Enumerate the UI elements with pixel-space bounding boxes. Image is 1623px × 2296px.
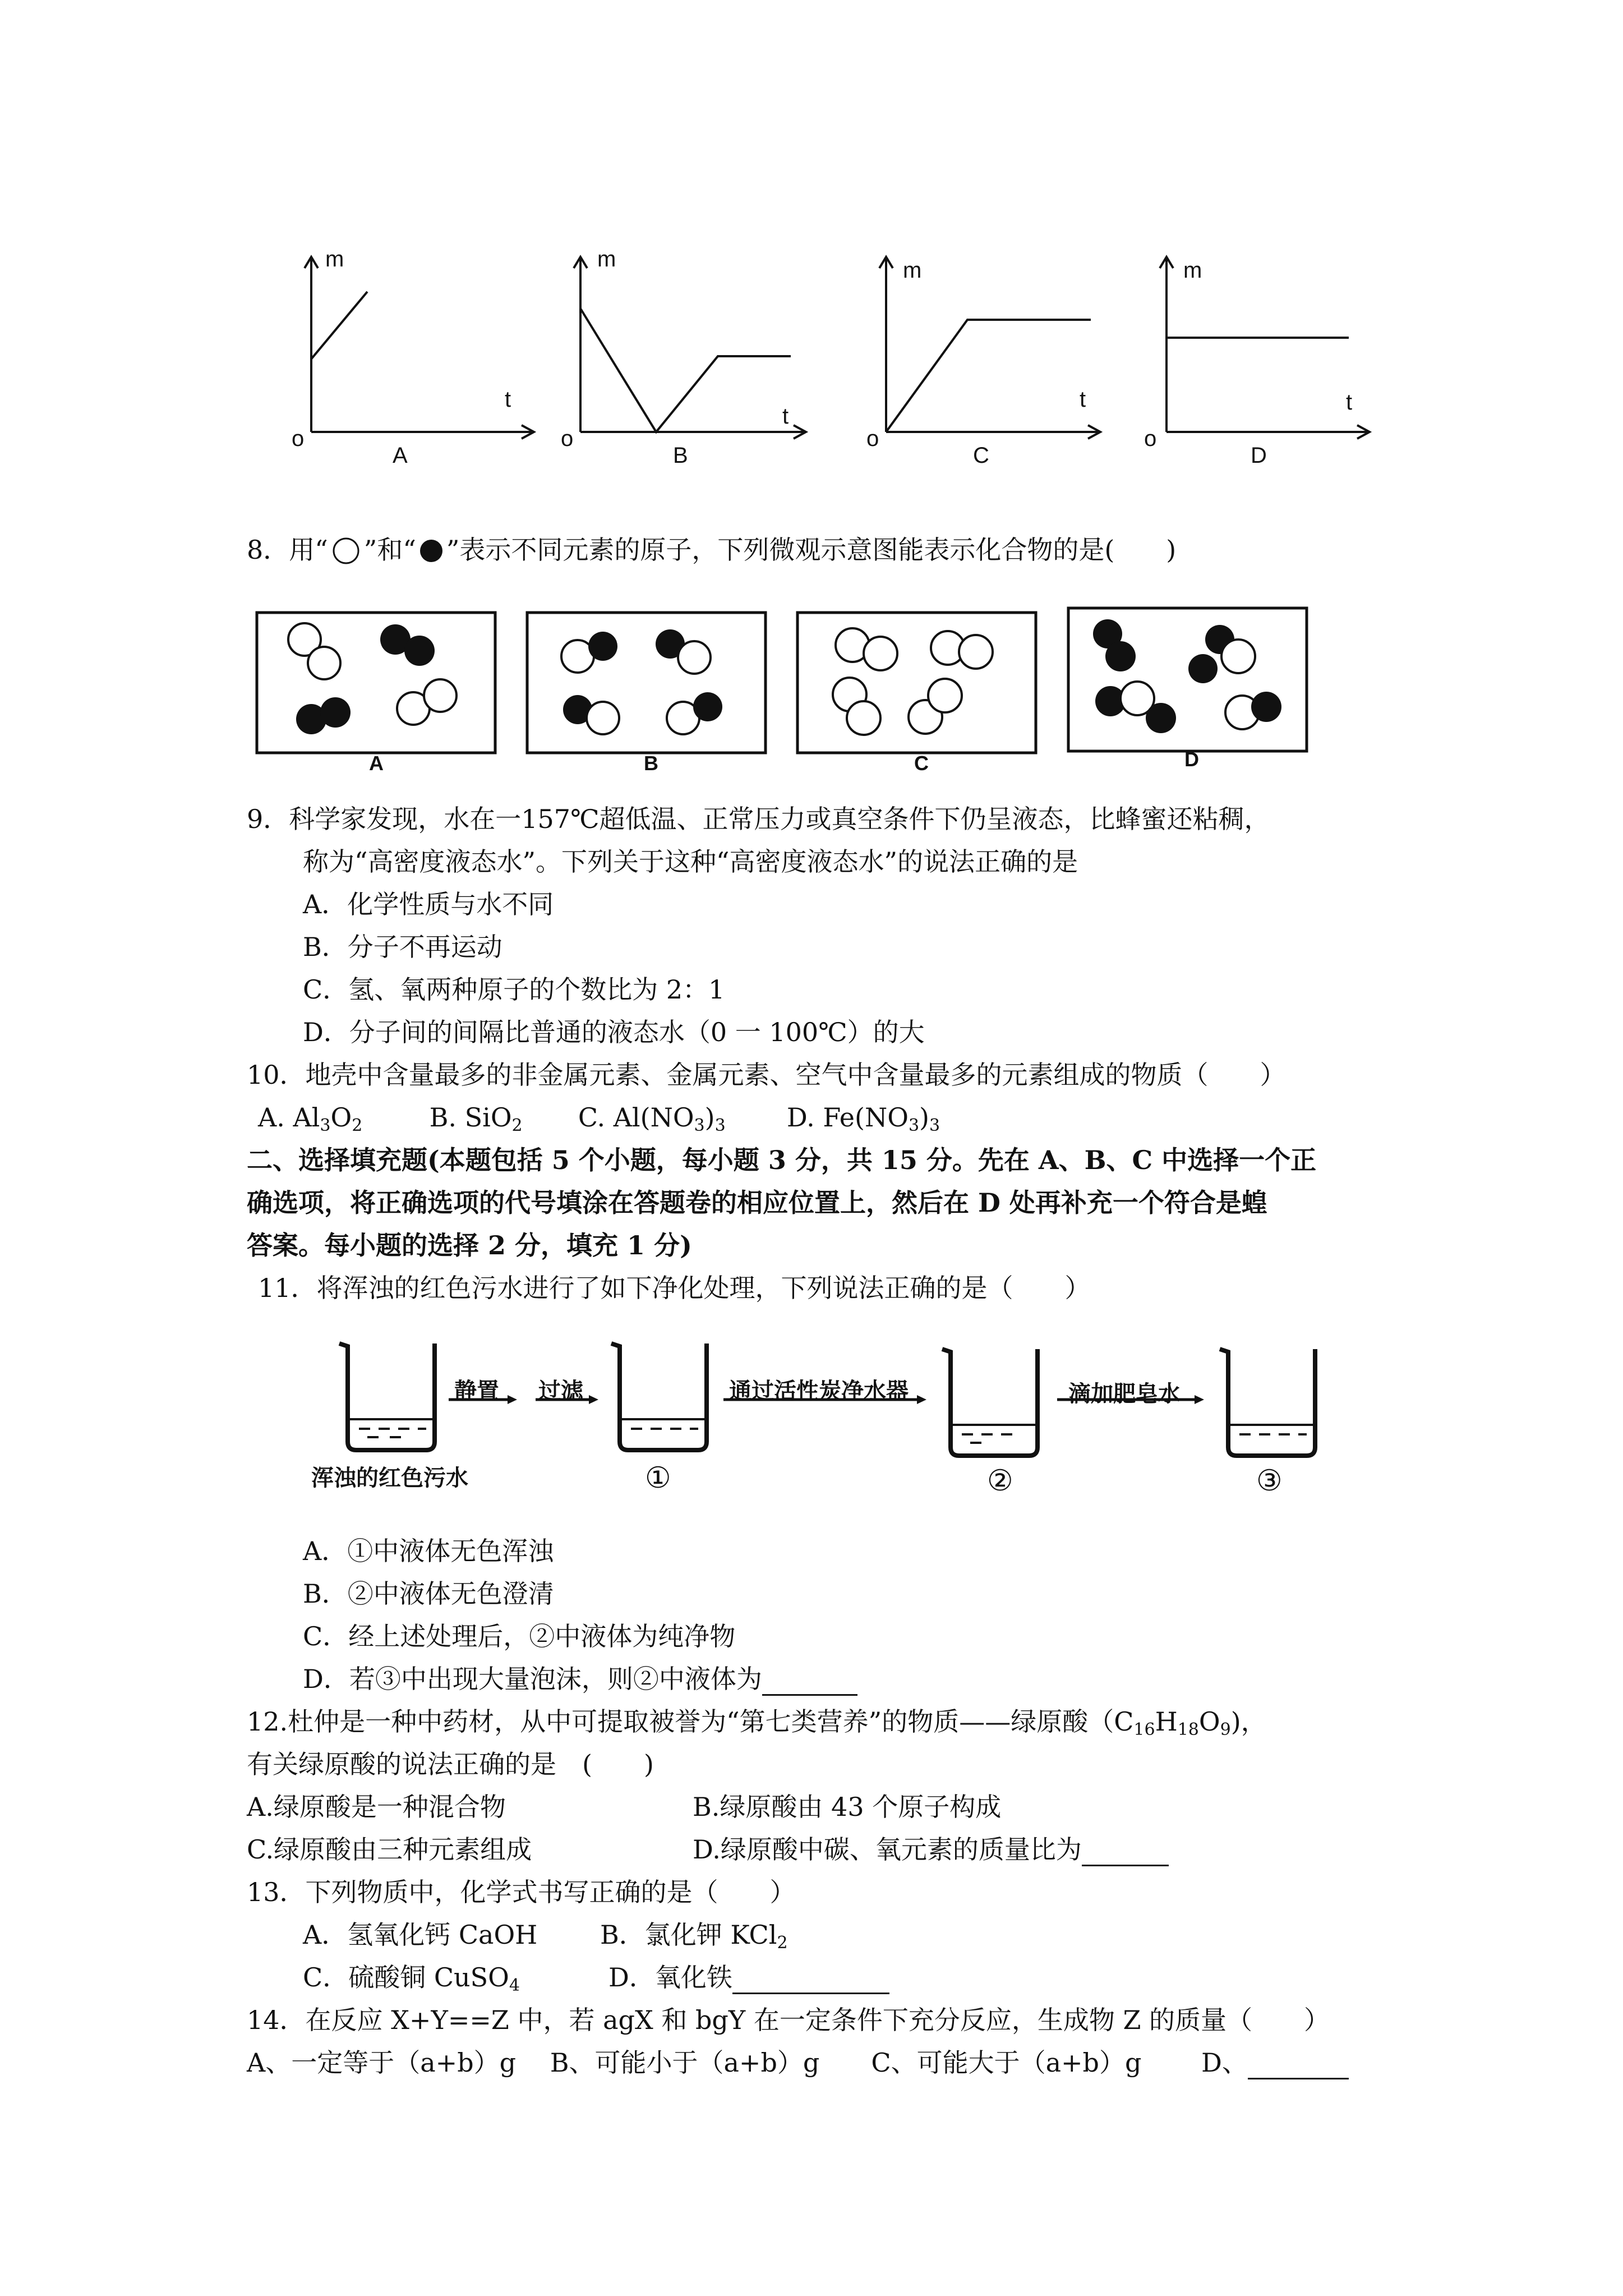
graph-d [1138,247,1385,471]
q11-arrow-label-2: 过滤 [538,1378,583,1404]
graph-c-m: m [903,258,922,283]
q12-line1: 12.杜仲是一种中药材，从中可提取被誉为“第七类营养”的物质——绿原酸$(C_{16}H_{18}O_9)$， [247,1706,1267,1740]
q11-beaker-label-3: ③ [1256,1464,1283,1498]
q8-label-d: D [1184,748,1199,771]
q11-arrow-label-4: 滴加肥皂水 [1068,1381,1181,1407]
q13-option-a: A．氢氧化钙 CaOH [303,1920,538,1950]
q11-beaker-label-2: ② [987,1464,1013,1498]
graph-a-t: t [505,387,511,412]
graph-c-o: o [866,426,879,451]
q14-options: A、一定等于（a+b）g B、可能小于（a+b）g C、可能大于（a+b）g D、 [247,2046,1349,2079]
q13-option-c: C．硫酸铜 CuSO$_4$ [303,1962,520,1995]
q11-arrow-label-1: 静置 [454,1378,499,1404]
q11-beaker-label-1: ① [645,1461,671,1495]
beaker-dirty-water [339,1343,435,1450]
q11-option-b: B．②中液体无色澄清 [303,1579,554,1609]
section2-line2: 确选项，将正确选项的代号填涂在答题卷的相应位置上，然后在 D 处再补充一个符合是蝗 [247,1188,1267,1218]
q14-answer-blank[interactable] [1248,2053,1349,2079]
q14-stem: 14．在反应 X+Y==Z 中，若 agX 和 bgY 在一定条件下充分反应，生成物 Z 的质量（ ） [247,2005,1330,2035]
q11-option-a: A．①中液体无色浑浊 [303,1536,554,1566]
q8-particle-diagrams [252,600,1318,780]
graph-b-curve [580,309,791,432]
q13-option-d: D．氧化铁 [608,1961,889,1994]
q11-option-d: D．若③中出现大量泡沫，则②中液体为 [303,1662,857,1696]
q13-answer-blank[interactable] [732,1968,889,1994]
graph-a-letter: A [393,443,408,468]
q9-line2: 称为“高密度液态水”。下列关于这种“高密度液态水”的说法正确的是 [303,846,1078,877]
q8-label-c: C [914,752,929,775]
q11-arrow-label-3: 通过活性炭净水器 [729,1378,909,1404]
q9-option-a: A．化学性质与水不同 [303,889,554,919]
graph-a [280,247,550,471]
graph-a-curve [311,292,367,359]
q8-stem: 8．用“ ”和“ ”表示不同元素的原子，下列微观示意图能表示化合物的是( ) [247,535,1177,565]
q9-option-c: C．氢、氧两种原子的个数比为 2：1 [303,974,725,1005]
q12-line2: 有关绿原酸的说法正确的是 ( ) [247,1749,654,1779]
graph-d-o: o [1144,426,1157,451]
graph-c-letter: C [973,443,989,468]
q8-label-a: A [369,752,384,775]
section2-line3: 答案。每小题的选择 2 分，填充 1 分) [247,1230,692,1260]
graph-b [555,247,824,471]
graph-a-m: m [325,247,344,272]
q12-answer-blank[interactable] [1082,1840,1169,1866]
q11-stem: 11．将浑浊的红色污水进行了如下净化处理，下列说法正确的是（ ） [258,1273,1091,1303]
q11-start-label: 浑浊的红色污水 [311,1465,468,1491]
graph-b-m: m [597,247,616,272]
graph-d-m: m [1183,258,1202,283]
q13-stem: 13．下列物质中，化学式书写正确的是（ ） [247,1877,796,1907]
graph-b-t: t [782,404,789,429]
q10-options: A. $Al_3O_2$ B. SiO$_2$ C. $Al(NO_3)_3$ D. $Fe(NO_3)_3$ [258,1102,940,1135]
q8-label-b: B [644,752,658,775]
graph-c-t: t [1080,387,1086,412]
graph-d-t: t [1346,390,1353,415]
q12-option-c: C.绿原酸由三种元素组成 [247,1834,532,1865]
graph-b-o: o [561,426,574,451]
black-atom-icon [416,535,446,565]
q11-answer-blank[interactable] [762,1669,857,1696]
q11-purification-diagram [336,1341,1318,1487]
section2-line1: 二、选择填充题(本题包括 5 个小题，每小题 3 分，共 15 分。先在 A、B、C 中选择一个正 [247,1145,1317,1175]
q13-option-b: B．氯化钾 KCl$_2$ [600,1920,788,1953]
q12-option-a: A.绿原酸是一种混合物 [247,1792,506,1822]
graph-b-letter: B [673,443,688,468]
q9-line1: 9．科学家发现，水在一157℃超低温、正常压力或真空条件下仍呈液态，比蜂蜜还粘稠， [247,804,1270,834]
q9-option-b: B．分子不再运动 [303,932,502,962]
graph-a-o: o [292,426,305,451]
q11-option-c: C．经上述处理后，②中液体为纯净物 [303,1621,736,1651]
q10-stem: 10．地壳中含量最多的非金属元素、金属元素、空气中含量最多的元素组成的物质（ ） [247,1060,1286,1090]
graph-c-curve [886,320,1091,432]
graph-c [858,247,1116,471]
white-atom-icon [328,535,364,565]
q12-option-b: B.绿原酸由 43 个原子构成 [693,1792,1002,1822]
graph-d-letter: D [1251,443,1267,468]
q12-option-d: D.绿原酸中碳、氧元素的质量比为 [693,1833,1169,1866]
q9-option-d: D．分子间的间隔比普通的液态水（0 一 100℃）的大 [303,1017,925,1047]
